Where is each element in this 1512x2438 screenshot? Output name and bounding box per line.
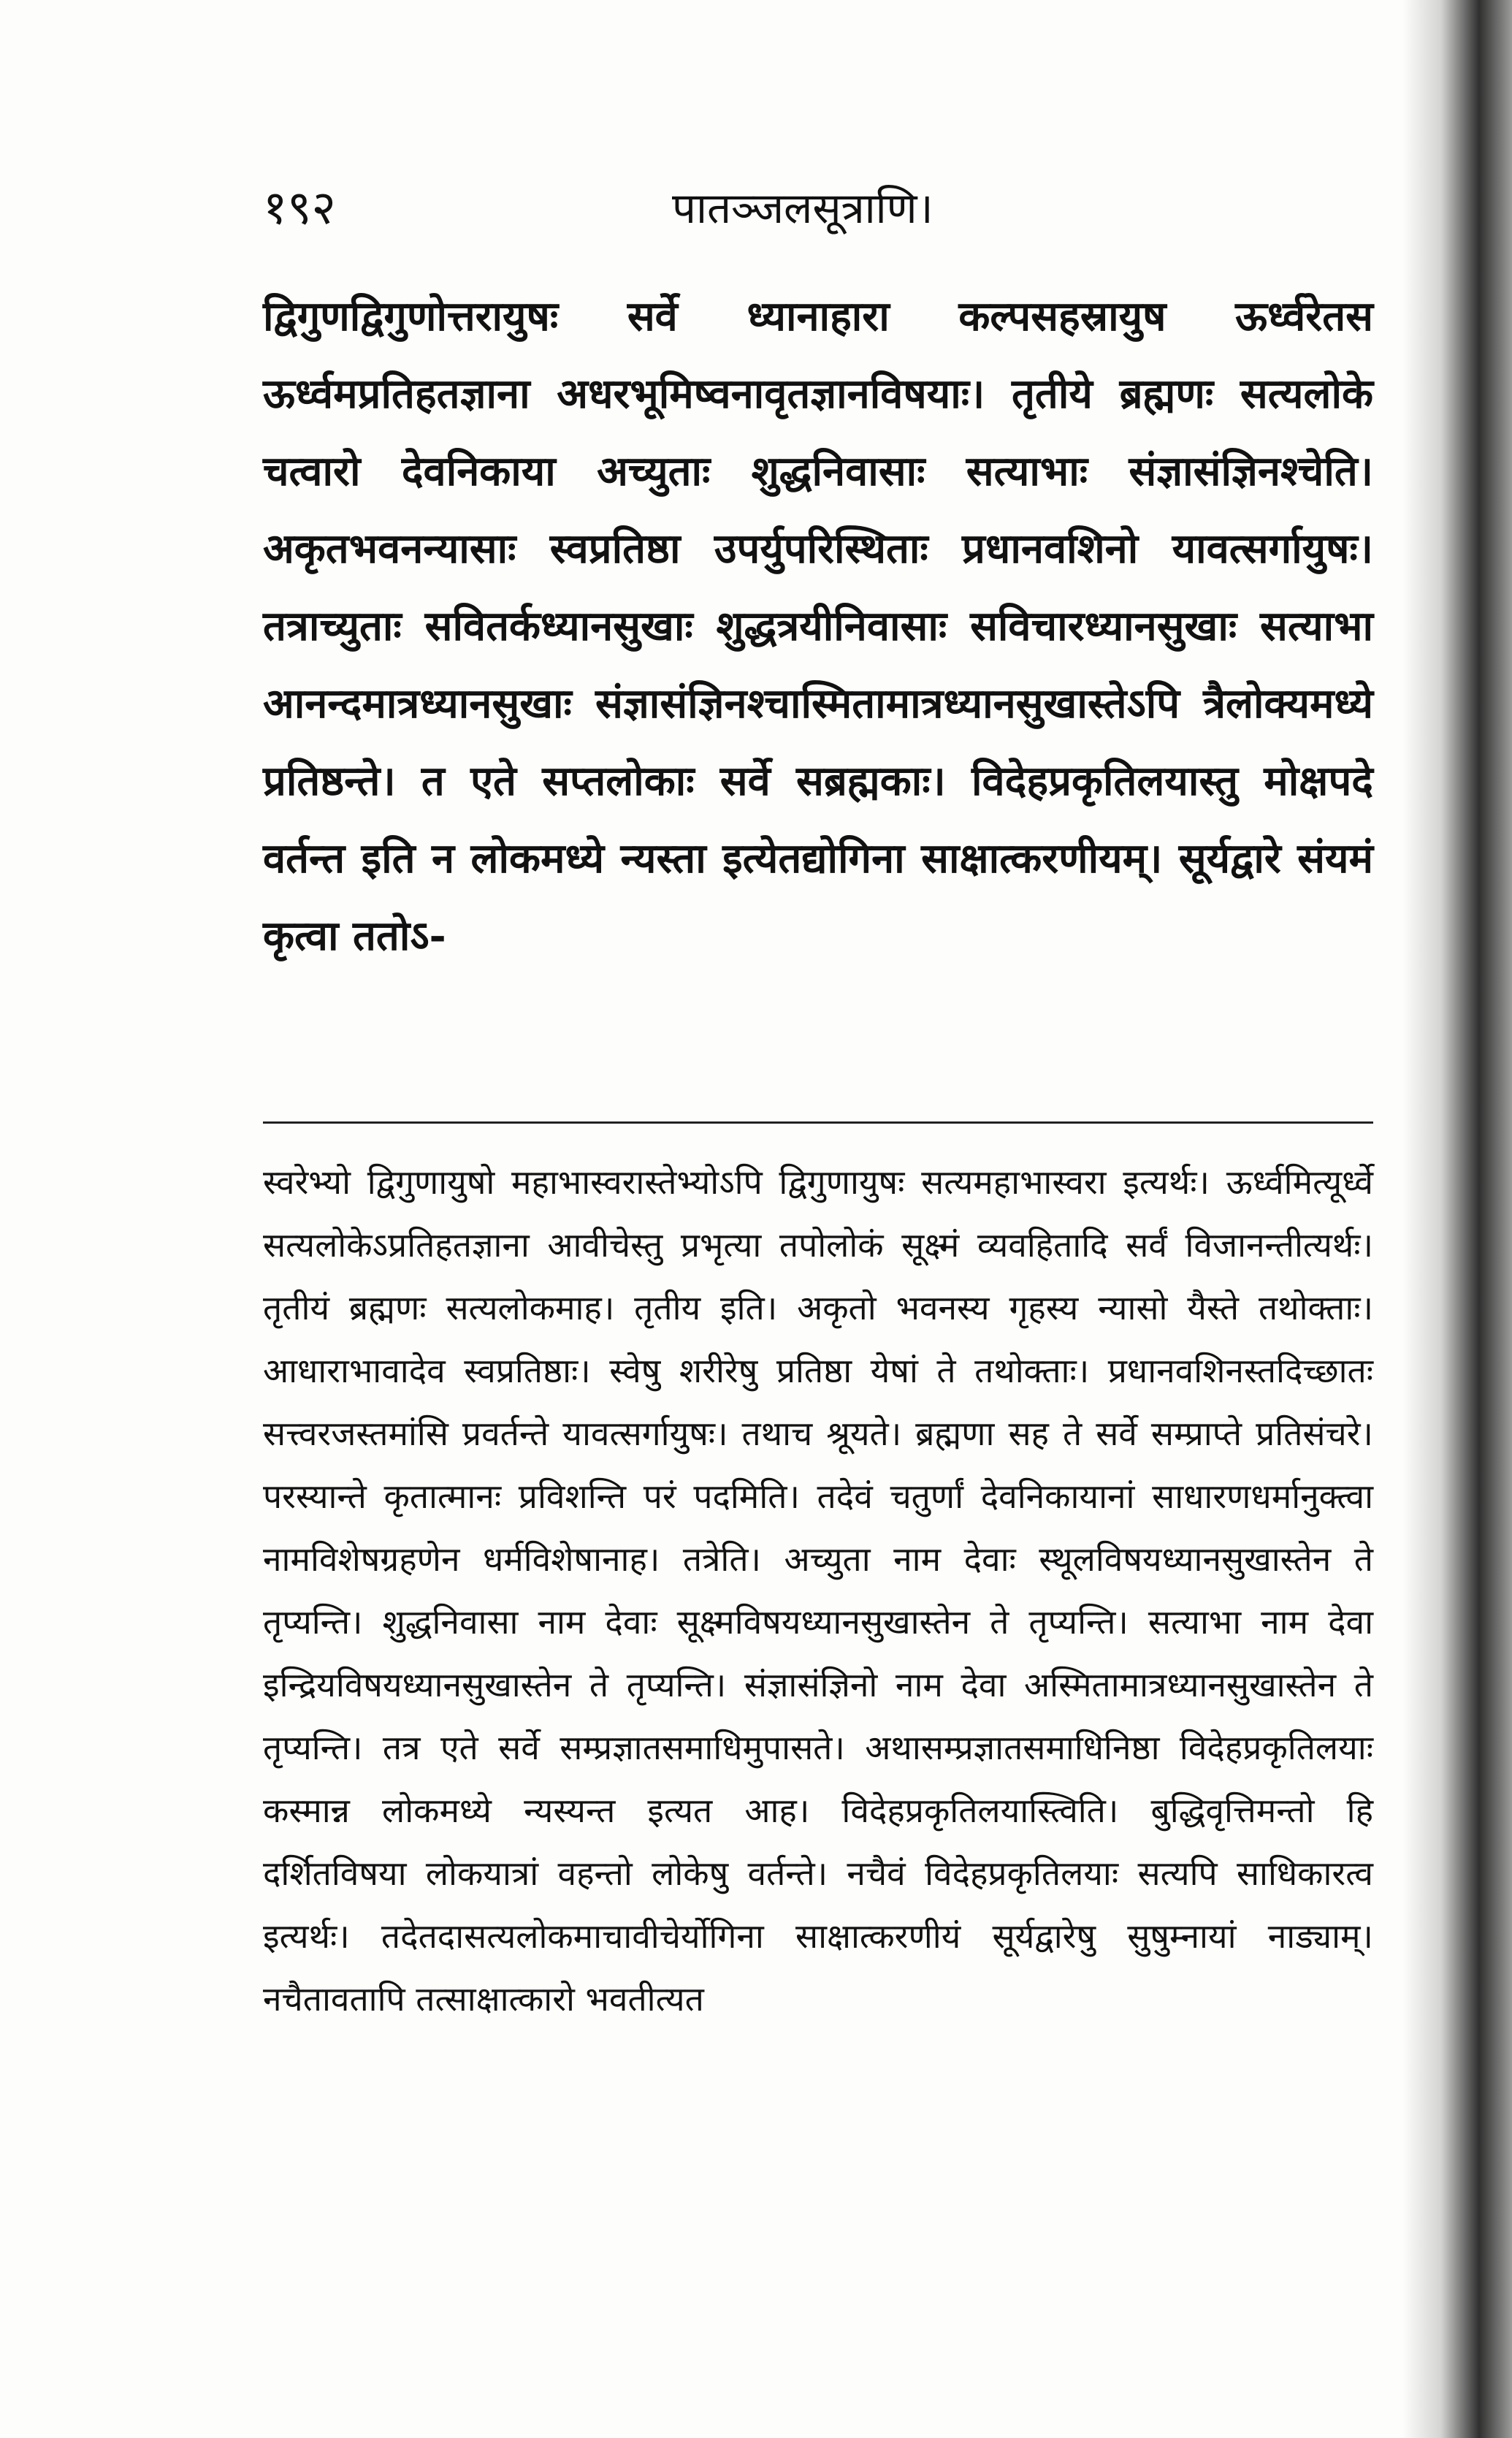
sutra-text-block: द्विगुणद्विगुणोत्तरायुषः सर्वे ध्यानाहारा कल्पसहस्रायुष ऊर्ध्वरेतस ऊर्ध्वमप्रतिहतज्ञाना अधरभूमिष्वनावृतज्ञानविषयाः। तृतीये ब्रह्मणः सत्यलोके चत्वारो देवनिकाया अच्युताः शुद्धनिवासाः सत्याभाः संज्ञासंज्ञिनश्चेति। अकृतभवनन्यासाः स्वप्रतिष्ठा उपर्युपरिस्थिताः प्रधानवशिनो यावत्सर्गायुषः। तत्राच्युताः सवितर्कध्यानसुखाः शुद्धत्रयीनिवासाः सविचारध्यानसुखाः सत्याभा आनन्दमात्रध्यानसुखाः संज्ञासंज्ञिनश्चास्मितामात्रध्यानसुखास्तेऽपि त्रैलोक्यमध्ये प्रतिष्ठन्ते। त एते सप्तलोकाः सर्वे सब्रह्मकाः। विदेहप्रकृतिलयास्तु मोक्षपदे वर्तन्त इति न लोकमध्ये न्यस्ता इत्येतद्योगिना साक्षात्करणीयम्। सूर्यद्वारे संयमं कृत्वा ततोऽ- [263, 292, 1373, 960]
page-number: १९२ [263, 181, 336, 235]
running-title: पातञ्जलसूत्राणि। [672, 183, 933, 233]
page-header [263, 175, 1373, 241]
page-edge-shadow [1402, 0, 1512, 2438]
section-divider [263, 1121, 1373, 1124]
commentary-text-block: स्वरेभ्यो द्विगुणायुषो महाभास्वरास्तेभ्योऽपि द्विगुणायुषः सत्यमहाभास्वरा इत्यर्थः। ऊर्ध्वमित्यूर्ध्वे सत्यलोकेऽप्रतिहतज्ञाना आवीचेस्तु प्रभृत्या तपोलोकं सूक्ष्मं व्यवहितादि सर्वं विजानन्तीत्यर्थः। तृतीयं ब्रह्मणः सत्यलोकमाह। तृतीय इति। अकृतो भवनस्य गृहस्य न्यासो यैस्ते तथोक्ताः। आधाराभावादेव स्वप्रतिष्ठाः। स्वेषु शरीरेषु प्रतिष्ठा येषां ते तथोक्ताः। प्रधानवशिनस्तदिच्छातः सत्त्वरजस्तमांसि प्रवर्तन्ते यावत्सर्गायुषः। तथाच श्रूयते। ब्रह्मणा सह ते सर्वे सम्प्राप्ते प्रतिसंचरे। परस्यान्ते कृतात्मानः प्रविशन्ति परं पदमिति। तदेवं चतुर्णां देवनिकायानां साधारणधर्मानुक्त्वा नामविशेषग्रहणेन धर्मविशेषानाह। तत्रेति। अच्युता नाम देवाः स्थूलविषयध्यानसुखास्तेन ते तृप्यन्ति। शुद्धनिवासा नाम देवाः सूक्ष्मविषयध्यानसुखास्तेन ते तृप्यन्ति। सत्याभा नाम देवा इन्द्रियविषयध्यानसुखास्तेन ते तृप्यन्ति। संज्ञासंज्ञिनो नाम देवा अस्मितामात्रध्यानसुखास्तेन ते तृप्यन्ति। तत्र एते सर्वे सम्प्रज्ञातसमाधिमुपासते। अथासम्प्रज्ञातसमाधिनिष्ठा विदेहप्रकृतिलयाः कस्मान्न लोकमध्ये न्यस्यन्त इत्यत आह। विदेहप्रकृतिलयास्त्विति। बुद्धिवृत्तिमन्तो हि दर्शितविषया लोकयात्रां वहन्तो लोकेषु वर्तन्ते। नचैवं विदेहप्रकृतिलयाः सत्यपि साधिकारत्व इत्यर्थः। तदेतदासत्यलोकमाचावीचेर्योगिना साक्षात्करणीयं सूर्यद्वारेषु सुषुम्नायां नाड्याम्। नचैतावतापि तत्साक्षात्कारो भवतीत्यत [263, 1162, 1373, 2019]
